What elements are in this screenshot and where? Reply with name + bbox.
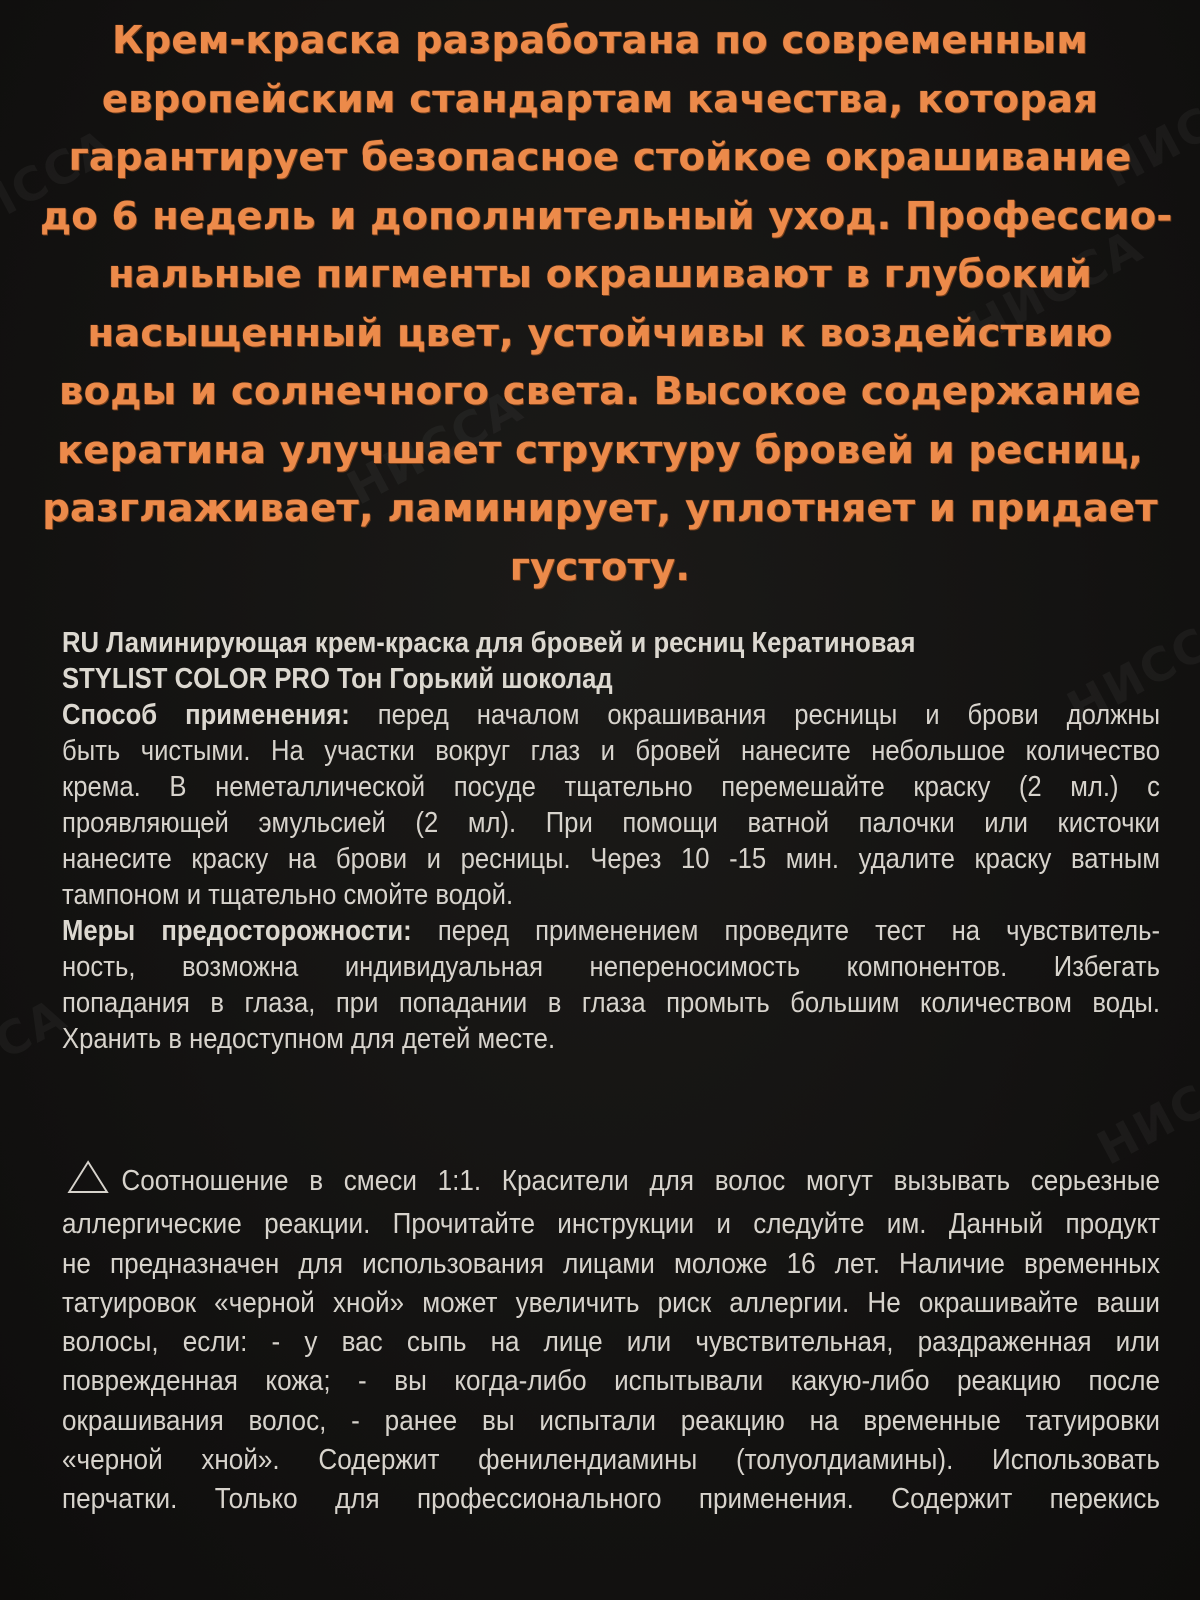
intro-line: кератина улучшает структуру бровей и ресниц, — [56, 427, 1144, 473]
precautions-line: Хранить в недоступном для детей месте. — [62, 1023, 556, 1055]
intro-line: разглаживает, ламинирует, уплотняет и придает — [42, 486, 1158, 531]
intro-line: воды и солнечного света. Высокое содержание — [59, 369, 1141, 414]
warning-line: не предназначен для использования лицами моложе 16 лет. Наличие временных — [62, 1247, 1160, 1280]
intro-line: насыщенный цвет, устойчивы к воздействию — [87, 310, 1113, 356]
intro-line: Крем-краска разработана по современным — [111, 18, 1089, 63]
intro-line: европейским стандартам качества, которая — [101, 76, 1099, 122]
usage-line: тампоном и тщательно смойте водой. — [62, 879, 514, 911]
warning-line: волосы, если: - у вас сыпь на лице или чувствительная, раздраженная или — [62, 1326, 1160, 1359]
intro-line: нальные пигменты окрашивают в глубокий — [107, 252, 1093, 297]
intro-line: до 6 недель и дополнительный уход. Профессио- — [40, 193, 1173, 239]
usage-text: перед началом окрашивания ресницы и брови должны — [377, 699, 1161, 731]
precautions-line: ность, возможна индивидуальная непереносимость компонентов. Избегать — [62, 951, 1160, 983]
warning-line: аллергические реакции. Прочитайте инструкции и следуйте им. Данный продукт — [62, 1208, 1160, 1241]
warning-text: Соотношение в смеси 1:1. Красители для волос могут вызывать серьезные — [121, 1165, 1160, 1197]
precautions-label: Меры предосторожности: — [62, 915, 412, 947]
usage-label: Способ применения: — [62, 699, 350, 731]
product-title: STYLIST COLOR PRO Тон Горький шоколад — [62, 663, 613, 695]
warning-line: «черной хной». Содержит фенилендиамины (толуолдиамины). Использовать — [62, 1444, 1160, 1477]
usage-paragraph — [62, 697, 1160, 733]
usage-line: быть чистыми. На участки вокруг глаз и бровей нанесите небольшое количество — [62, 735, 1160, 767]
usage-line: нанесите краску на брови и ресницы. Через 10 -15 мин. удалите краску ватным — [62, 843, 1160, 875]
precautions-text: перед применением проведите тест на чувствитель- — [437, 915, 1160, 947]
product-title: RU Ламинирующая крем-краска для бровей и ресниц Кератиновая — [62, 627, 916, 659]
instructions-section — [62, 625, 1160, 1057]
watermark-logo — [1088, 1039, 1200, 1176]
warning-line: поврежденная кожа; - вы когда-либо испытывали какую-либо реакцию после — [62, 1365, 1160, 1398]
precautions-line: попадания в глаза, при попадании в глаза промыть большим количеством воды. — [62, 987, 1160, 1019]
warning-line: татуировок «черной хной» может увеличить риск аллергии. Не окрашивайте ваши — [62, 1286, 1160, 1319]
warning-section — [62, 1160, 1160, 1520]
precautions-paragraph — [62, 913, 1160, 949]
intro-line: густоту. — [509, 544, 691, 590]
intro-description — [40, 12, 1173, 597]
warning-line: окрашивания волос, - ранее вы испытали реакцию на временные татуировки — [62, 1404, 1160, 1437]
usage-line: крема. В неметаллической посуде тщательно перемешайте краску (2 мл.) с — [62, 771, 1160, 803]
warning-triangle-icon — [67, 1160, 108, 1205]
warning-line: перчатки. Только для профессионального применения. Содержит перекись — [62, 1483, 1160, 1516]
usage-line: проявляющей эмульсией (2 мл). При помощи ватной палочки или кисточки — [62, 807, 1160, 839]
intro-line: гарантирует безопасное стойкое окрашивание — [68, 135, 1132, 180]
warning-first-line — [62, 1160, 1160, 1205]
